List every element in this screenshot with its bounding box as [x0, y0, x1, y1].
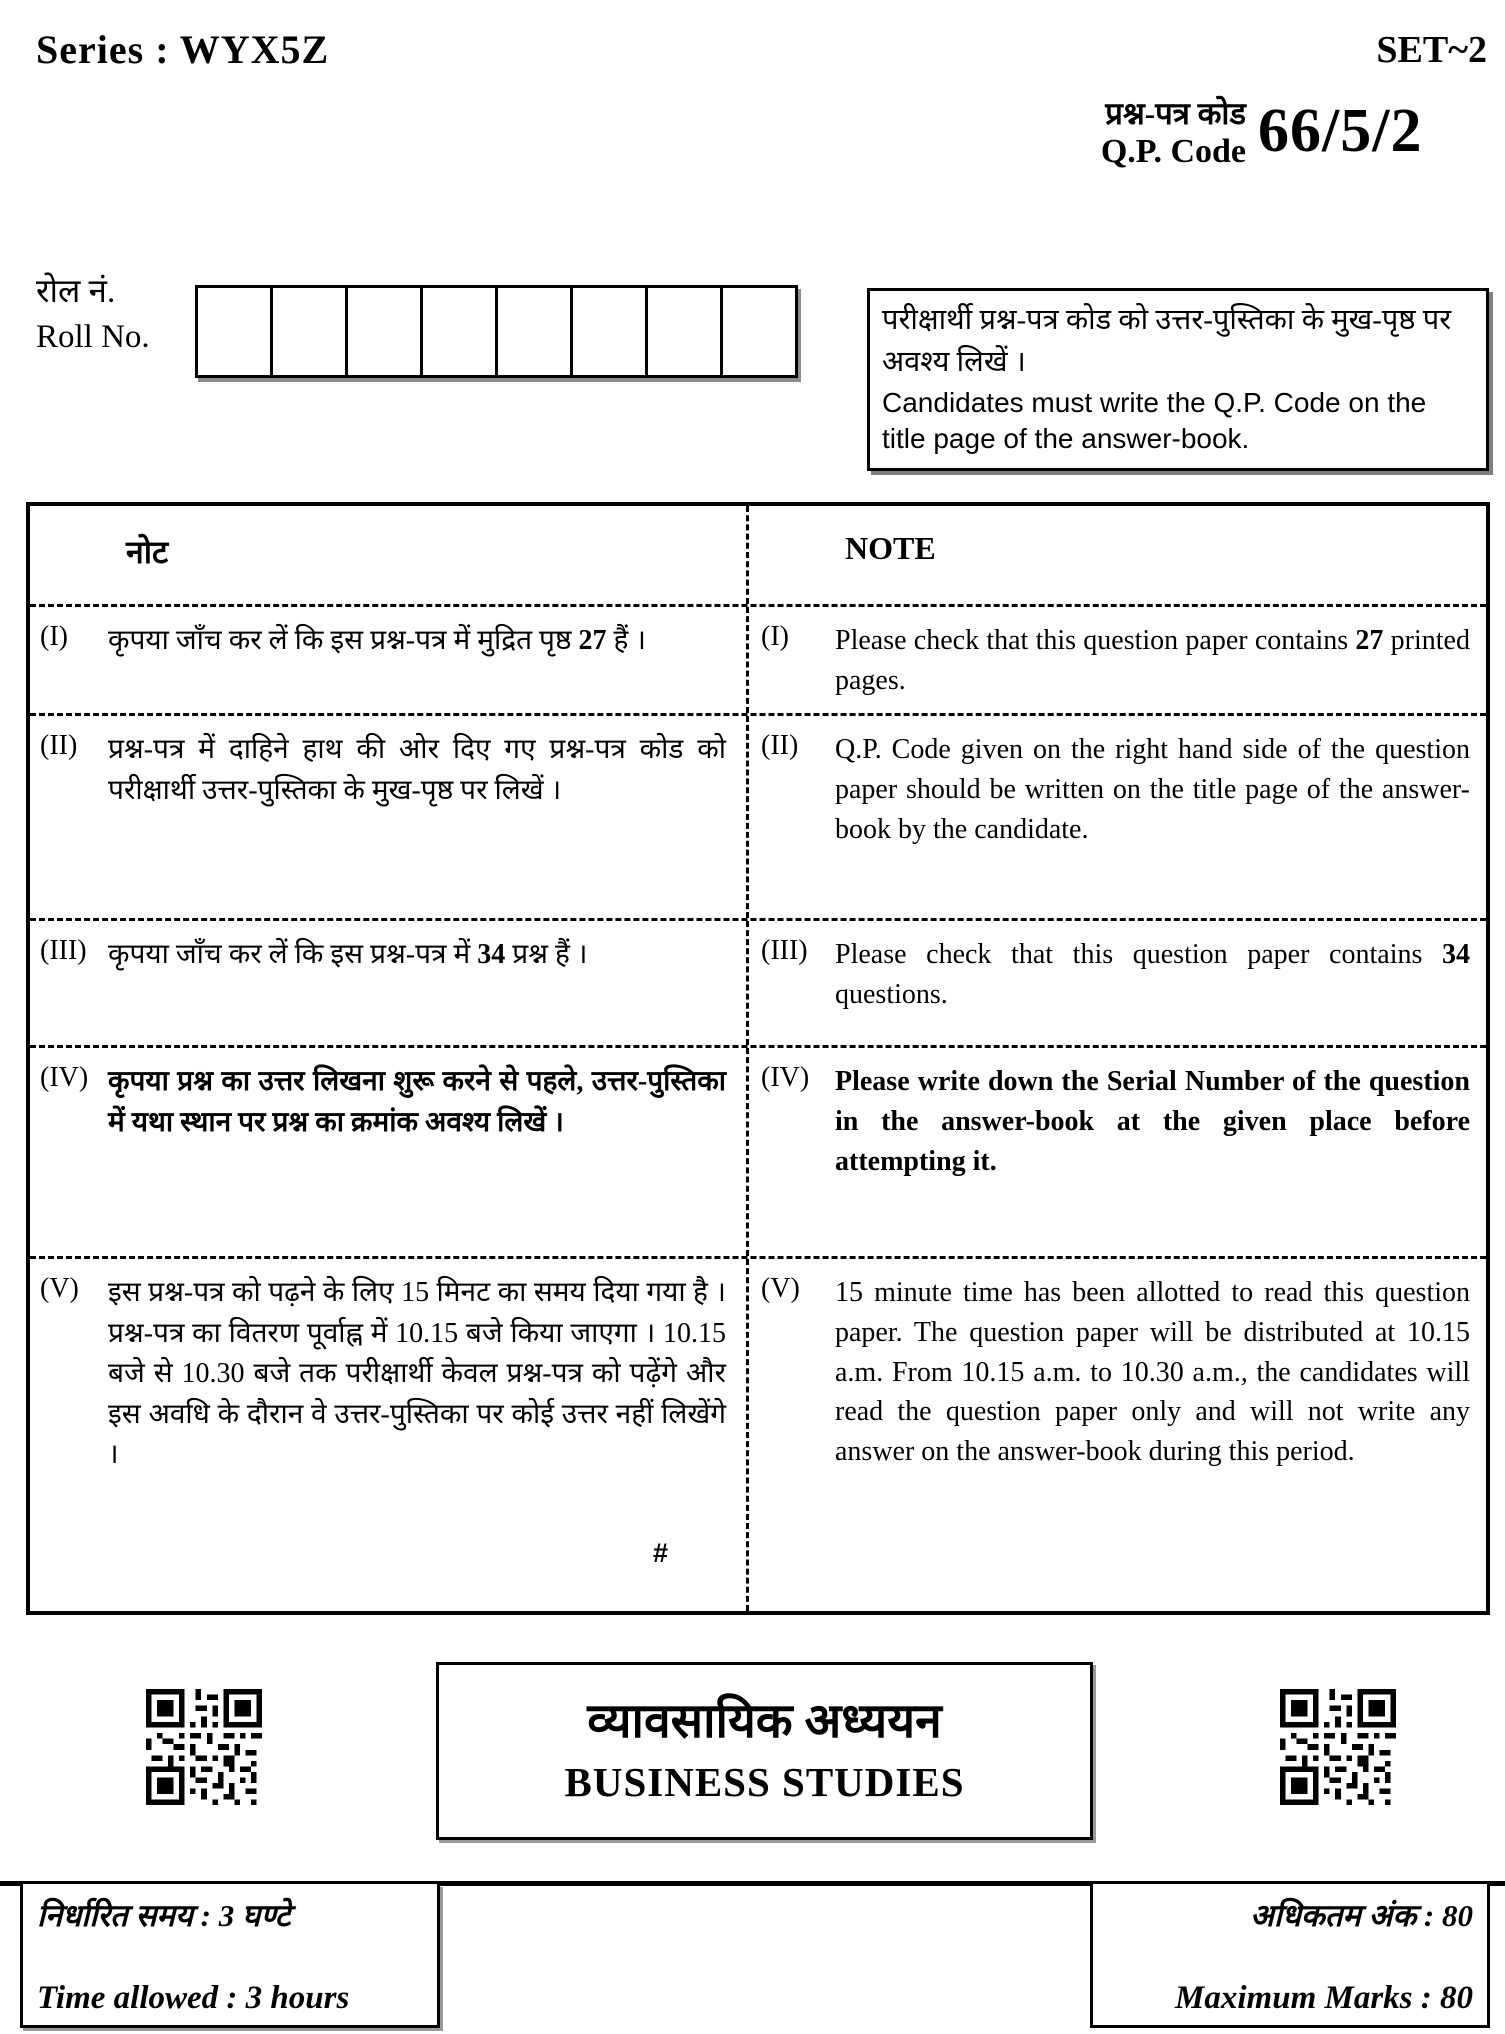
note-table — [26, 502, 1490, 1615]
hash-marker: # — [652, 1538, 668, 1568]
maximum-marks-hindi: अधिकतम अंक : 80 — [1250, 1898, 1473, 1933]
note-row-3-english-cell — [749, 921, 1486, 1045]
row-number: (I) — [761, 621, 789, 652]
time-allowed-english: Time allowed : 3 hours — [37, 1980, 350, 2016]
note-row-3-english-text: Please check that this question paper contains 34 questions. — [835, 939, 1470, 1010]
roll-number-box[interactable] — [420, 285, 498, 378]
qp-code-label-hindi: प्रश्न-पत्र कोड — [1105, 96, 1246, 131]
qp-instruction-english: Candidates must write the Q.P. Code on the title page of the answer-book. — [882, 387, 1427, 455]
subject-title-box — [436, 1662, 1093, 1840]
note-row-4-english-text: Please write down the Serial Number of the question in the answer-book at the given place before attempting it. — [835, 1066, 1470, 1177]
subject-title-hindi: व्यावसायिक अध्ययन — [587, 1694, 942, 1748]
roll-label-english: Roll No. — [36, 318, 150, 355]
note-row-4 — [30, 1048, 1486, 1259]
row-number: (II) — [40, 730, 78, 761]
series-code: Series : WYX5Z — [36, 27, 330, 72]
maximum-marks-english: Maximum Marks : 80 — [1175, 1980, 1473, 2016]
qp-code-value: 66/5/2 — [1258, 97, 1423, 165]
qp-instruction-hindi: परीक्षार्थी प्रश्न-पत्र कोड को उत्तर-पुस्तिका के मुख-पृष्ठ पर अवश्य लिखें । — [882, 304, 1452, 379]
roll-number-box[interactable] — [495, 285, 573, 378]
row-number: (IV) — [761, 1062, 810, 1093]
note-row-5-english-cell — [749, 1259, 1486, 1611]
note-row-4-english-cell — [749, 1048, 1486, 1256]
note-row-2 — [30, 716, 1486, 921]
roll-number-box[interactable] — [645, 285, 723, 378]
note-row-4-hindi-text: कृपया प्रश्न का उत्तर लिखना शुरू करने से पहले, उत्तर-पुस्तिका में यथा स्थान पर प्रश्न का क्रमांक अवश्य लिखें । — [108, 1066, 726, 1138]
note-row-3-hindi-text: कृपया जाँच कर लें कि इस प्रश्न-पत्र में 34 प्रश्न हैं । — [108, 939, 588, 970]
row-number: (IV) — [40, 1062, 89, 1093]
row-number: (I) — [40, 621, 68, 652]
maximum-marks-box — [1090, 1884, 1490, 2028]
roll-number-box[interactable] — [570, 285, 648, 378]
subject-title-english: BUSINESS STUDIES — [564, 1759, 965, 1806]
note-table-header-row — [30, 506, 1486, 607]
roll-number-boxes — [195, 285, 798, 378]
set-number: SET~2 — [1376, 29, 1487, 71]
roll-number-label — [36, 270, 150, 359]
note-row-2-english-text: Q.P. Code given on the right hand side of the question paper should be written on the title page of the answer-book by the candidate. — [835, 734, 1470, 845]
row-number: (III) — [40, 935, 87, 966]
row-number: (III) — [761, 935, 808, 966]
note-row-2-hindi-cell — [30, 716, 749, 918]
note-row-3-hindi-cell — [30, 921, 749, 1045]
note-row-1-hindi-text: कृपया जाँच कर लें कि इस प्रश्न-पत्र में मुद्रित पृष्ठ 27 हैं । — [108, 625, 646, 656]
note-row-5 — [30, 1259, 1486, 1611]
row-number: (V) — [761, 1273, 800, 1304]
note-row-1-hindi-cell — [30, 607, 749, 713]
note-row-2-hindi-text: प्रश्न-पत्र में दाहिने हाथ की ओर दिए गए प्रश्न-पत्र कोड को परीक्षार्थी उत्तर-पुस्तिका के मुख-पृष्ठ पर लिखें । — [108, 734, 726, 806]
row-number: (II) — [761, 730, 799, 761]
note-row-2-english-cell — [749, 716, 1486, 918]
roll-number-box[interactable] — [270, 285, 348, 378]
note-row-4-hindi-cell — [30, 1048, 749, 1256]
note-row-1 — [30, 607, 1486, 716]
qp-code-instruction-box — [867, 288, 1489, 471]
row-number: (V) — [40, 1273, 79, 1304]
roll-label-hindi: रोल नं. — [36, 274, 116, 310]
note-header-hindi: नोट — [30, 506, 749, 604]
qr-code-right — [1280, 1689, 1396, 1805]
note-row-5-english-text: 15 minute time has been allotted to read this question paper. The question paper will be distributed at 10.15 a.m. From 10.15 a.m. to 10.30 a.m., the candidates will read the question paper only and will not write any answer on the answer-book during this period. — [835, 1277, 1470, 1467]
note-row-5-hindi-cell — [30, 1259, 749, 1611]
note-row-3 — [30, 921, 1486, 1048]
roll-number-box[interactable] — [195, 285, 273, 378]
note-row-5-hindi-text: इस प्रश्न-पत्र को पढ़ने के लिए 15 मिनट का समय दिया गया है । प्रश्न-पत्र का वितरण पूर्वाह्न में 10.15 बजे किया जाएगा । 10.15 बजे से 10.30 बजे तक परीक्षार्थी केवल प्रश्न-पत्र को पढ़ेंगे और इस अवधि के दौरान वे उत्तर-पुस्तिका पर कोई उत्तर नहीं लिखेंगे । — [108, 1277, 726, 1471]
qp-code-label-english: Q.P. Code — [1100, 132, 1246, 170]
time-allowed-box — [20, 1884, 440, 2028]
time-allowed-hindi: निर्धारित समय : 3 घण्टे — [37, 1898, 291, 1933]
note-header-english: NOTE — [845, 530, 936, 566]
note-row-1-english-cell — [749, 607, 1486, 713]
note-row-1-english-text: Please check that this question paper contains 27 printed pages. — [835, 625, 1470, 696]
qr-code-left — [146, 1689, 262, 1805]
roll-number-box[interactable] — [720, 285, 798, 378]
roll-number-box[interactable] — [345, 285, 423, 378]
qp-code-labels — [980, 96, 1246, 171]
